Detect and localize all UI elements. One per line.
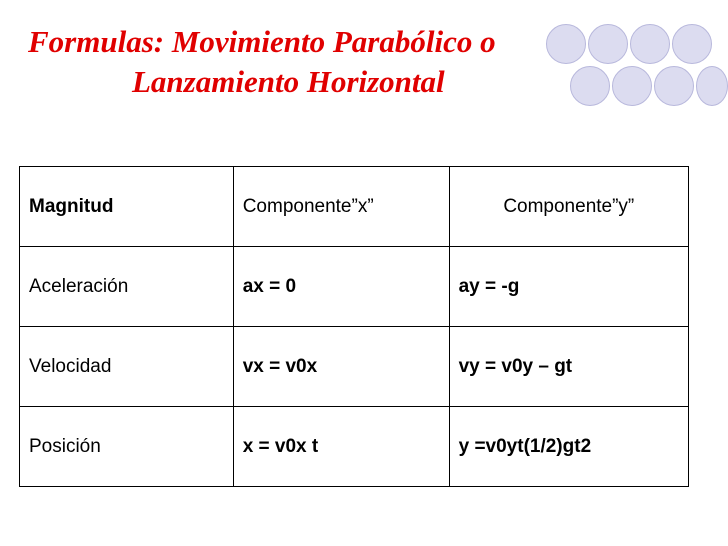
- formula-vy: vy = v0y – gt: [449, 327, 688, 407]
- table-row: [20, 327, 689, 407]
- header-magnitud: Magnitud: [20, 167, 234, 247]
- title-line-2: Lanzamiento Horizontal: [132, 64, 445, 99]
- header-componente-x: Componente”x”: [233, 167, 449, 247]
- row-label-posicion: Posición: [20, 407, 234, 487]
- formula-y: y =v0yt(1/2)gt2: [449, 407, 688, 487]
- circle-decoration: [696, 66, 728, 106]
- row-label-aceleracion: Aceleración: [20, 247, 234, 327]
- formulas-table: [19, 166, 689, 487]
- formula-ax: ax = 0: [233, 247, 449, 327]
- formula-x: x = v0x t: [233, 407, 449, 487]
- circle-decoration: [672, 24, 712, 64]
- header-componente-y: Componente”y”: [449, 167, 688, 247]
- table-header-row: [20, 167, 689, 247]
- table-row: [20, 407, 689, 487]
- formula-vx: vx = v0x: [233, 327, 449, 407]
- table-row: [20, 247, 689, 327]
- formula-ay: ay = -g: [449, 247, 688, 327]
- title-line-1: Formulas: Movimiento Parabólico o: [28, 24, 496, 59]
- row-label-velocidad: Velocidad: [20, 327, 234, 407]
- slide-title: [28, 22, 668, 102]
